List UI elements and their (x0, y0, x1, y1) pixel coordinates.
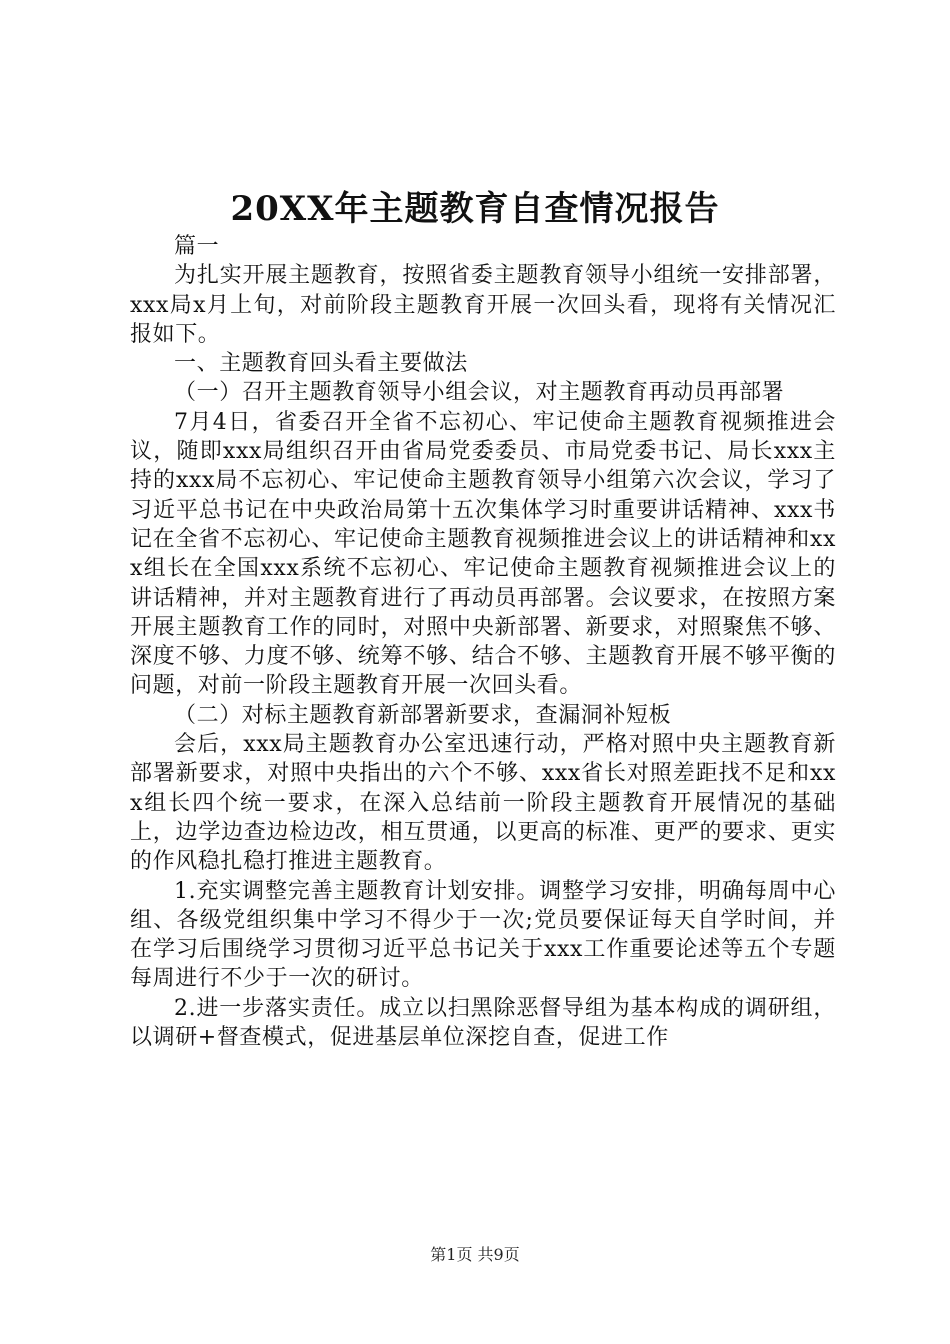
body-paragraph: 会后，xxx局主题教育办公室迅速行动，严格对照中央主题教育新部署新要求，对照中央指出的六个不够、xxx省长对照差距找不足和xxx组长四个统一要求，在深入总结前一阶段主题教育开展情况的基础上，边学边查边检边改，相互贯通，以更高的标准、更严的要求、更实的作风稳扎稳打推进主题教育。 (130, 732, 836, 875)
document-title: 20XX年主题教育自查情况报告 (230, 189, 720, 229)
intro-paragraph: 为扎实开展主题教育，按照省委主题教育领导小组统一安排部署，xxx局x月上旬，对前阶段主题教育开展一次回头看，现将有关情况汇报如下。 (130, 263, 836, 347)
body-paragraph: 7月4日，省委召开全省不忘初心、牢记使命主题教育视频推进会议，随即xxx局组织召开由省局党委委员、市局党委书记、局长xxx主持的xxx局不忘初心、牢记使命主题教育领导小组第六次会议，学习了习近平总书记在中央政治局第十五次集体学习时重要讲话精神、xxx书记在全省不忘初心、牢记使命主题教育视频推进会议上的讲话精神和xxx组长在全国xxx系统不忘初心、牢记使命主题教育视频推进会议上的讲话精神，并对主题教育进行了再动员再部署。会议要求，在按照方案开展主题教育工作的同时，对照中央新部署、新要求，对照聚焦不够、深度不够、力度不够、统筹不够、结合不够、主题教育开展不够平衡的问题，对前一阶段主题教育开展一次回头看。 (130, 409, 836, 699)
page-number-footer: 第1页 共9页 (430, 1245, 520, 1264)
document-body (130, 232, 836, 1052)
list-item-2: 2.进一步落实责任。成立以扫黑除恶督导组为基本构成的调研组，以调研+督查模式，促进基层单位深挖自查，促进工作 (130, 995, 836, 1051)
list-item-1: 1.充实调整完善主题教育计划安排。调整学习安排，明确每周中心组、各级党组织集中学习不得少于一次;党员要保证每天自学时间，并在学习后围绕学习贯彻习近平总书记关于xxx工作重要论述等五个专题每周进行不少于一次的研讨。 (130, 878, 836, 992)
section-label: 篇一 (174, 234, 220, 259)
subheading-1: （一）召开主题教育领导小组会议，对主题教育再动员再部署 (174, 380, 785, 406)
subheading-2: （二）对标主题教育新部署新要求，查漏洞补短板 (174, 702, 672, 728)
heading-1: 一、主题教育回头看主要做法 (174, 351, 468, 377)
